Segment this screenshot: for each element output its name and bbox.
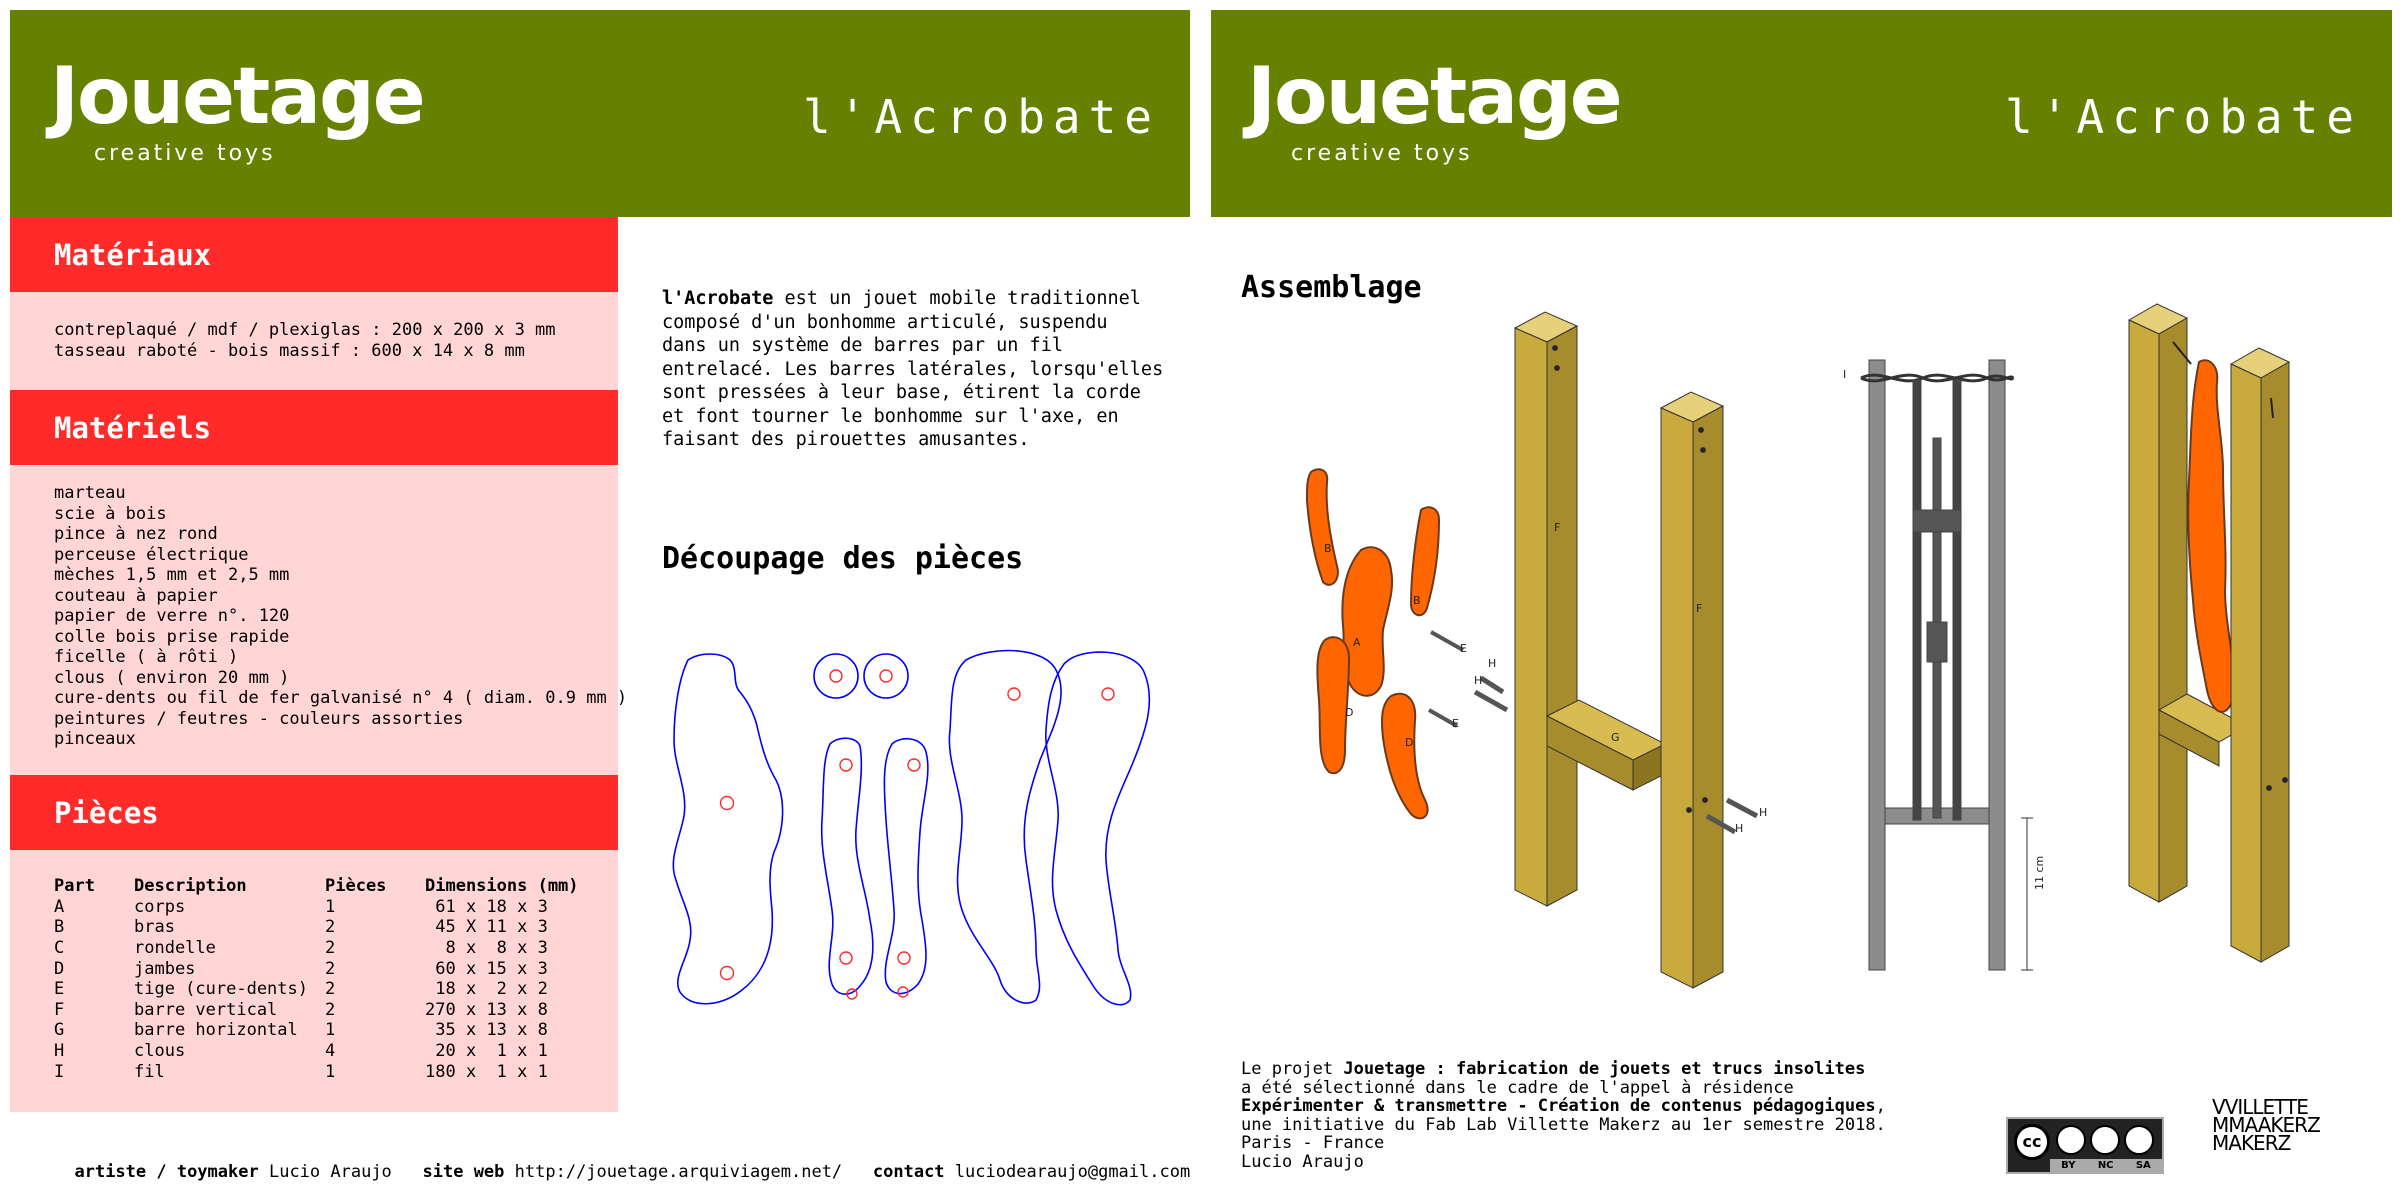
left-header xyxy=(10,10,1190,217)
assemblage-heading: Assemblage xyxy=(1241,270,1422,305)
logo-line-3: MAKERZ xyxy=(2212,1131,2291,1155)
description-cell: bras xyxy=(134,917,175,938)
right-header xyxy=(1211,10,2392,217)
table-row xyxy=(54,979,579,1000)
license-strip xyxy=(2050,1159,2162,1172)
materiaux-box xyxy=(10,292,618,390)
part-cell: E xyxy=(54,979,65,1000)
logo-line-1: VVILLETTE xyxy=(2212,1095,2308,1119)
pieces-cell: 2 xyxy=(325,999,336,1020)
pattern-washer-2 xyxy=(864,654,908,698)
credits-line3-bold: Expérimenter & transmettre - Création de contenus pédagogiques xyxy=(1241,1096,1876,1116)
exploded-view xyxy=(1307,312,1757,988)
pattern-arm-1 xyxy=(822,738,873,994)
materiels-box xyxy=(10,465,628,775)
label-I: I xyxy=(1843,368,1847,381)
table-row xyxy=(54,1041,579,1062)
materiels-heading-text: Matériels xyxy=(54,411,212,445)
cc-icon: cc xyxy=(2014,1124,2050,1160)
by-label: BY xyxy=(2061,1160,2076,1171)
pieces-cell: 1 xyxy=(325,896,336,917)
materiaux-line-1: contreplaqué / mdf / plexiglas : 200 x 200 x 3 mm xyxy=(54,320,556,340)
page-title: l'Acrobate xyxy=(803,90,1160,144)
description-cell: clous xyxy=(134,1041,186,1062)
pattern-leg-2 xyxy=(1046,652,1150,1005)
list-item: perceuse électrique xyxy=(54,544,249,565)
materiaux-heading xyxy=(10,217,618,292)
label-H2: H xyxy=(1474,674,1483,687)
contact-email[interactable]: luciodearaujo@gmail.com xyxy=(954,1162,1191,1182)
list-item: papier de verre n°. 120 xyxy=(54,606,290,626)
list-item: cure-dents ou fil de fer galvanisé n° 4 ( diam. 0.9 mm ) xyxy=(54,688,628,708)
part-cell: F xyxy=(54,999,65,1020)
materiaux-line-2: tasseau raboté - bois massif : 600 x 14 x 8 mm xyxy=(54,341,525,361)
parts-table xyxy=(54,876,579,1082)
sa-icon xyxy=(2124,1125,2154,1155)
description-cell: tige (cure-dents) xyxy=(134,979,308,1000)
part-cell: D xyxy=(54,958,65,979)
table-row xyxy=(54,917,579,938)
materiels-list xyxy=(54,483,627,750)
label-A: A xyxy=(1353,636,1361,649)
contact-label: contact xyxy=(872,1162,945,1182)
credits xyxy=(1241,1060,1886,1171)
table-row xyxy=(54,897,579,918)
label-H1: H xyxy=(1488,657,1497,670)
list-item: marteau xyxy=(54,483,126,503)
pieces-heading-text: Pièces xyxy=(54,796,159,830)
col-pieces: Pièces xyxy=(325,876,387,897)
table-row xyxy=(54,1000,579,1021)
dimensions-cell: 270 x 13 x 8 xyxy=(425,999,548,1020)
list-item: ficelle ( à rôti ) xyxy=(54,647,239,667)
artist-value: Lucio Araujo xyxy=(268,1162,392,1182)
description-title: l'Acrobate xyxy=(662,288,774,309)
credits-line1-bold: Jouetage : fabrication de jouets et trucs insolites xyxy=(1343,1059,1866,1079)
logo-line-2: MMAAKERZ xyxy=(2212,1113,2320,1137)
credits-line3-suffix: , xyxy=(1875,1096,1886,1116)
pattern-arm-2 xyxy=(884,739,928,994)
description-cell: barre horizontal xyxy=(134,1020,298,1041)
part-cell: H xyxy=(54,1041,65,1062)
part-cell: G xyxy=(54,1020,65,1041)
pieces-heading xyxy=(10,775,618,850)
table-row xyxy=(54,958,579,979)
pieces-cell: 2 xyxy=(325,958,336,979)
pattern-washer-1 xyxy=(814,654,858,698)
dimensions-cell: 45 X 11 x 3 xyxy=(425,917,548,938)
nc-icon xyxy=(2090,1125,2120,1155)
description-cell: fil xyxy=(134,1061,165,1082)
dimensions-cell: 20 x 1 x 1 xyxy=(425,1041,548,1062)
label-H3: H xyxy=(1759,806,1768,819)
list-item: peintures / feutres - couleurs assorties xyxy=(54,708,464,729)
assembled-view xyxy=(2129,304,2289,962)
dimensions-cell: 180 x 1 x 1 xyxy=(425,1061,548,1082)
materiels-heading xyxy=(10,390,618,465)
dimensions-cell: 18 x 2 x 2 xyxy=(425,979,548,1000)
pieces-cell: 1 xyxy=(325,1061,336,1082)
label-11cm: 11 cm xyxy=(2033,855,2046,890)
label-D1: D xyxy=(1345,706,1354,719)
list-item: colle bois prise rapide xyxy=(54,626,290,647)
label-D2: D xyxy=(1405,736,1414,749)
list-item: scie à bois xyxy=(54,503,167,524)
materiaux-heading-text: Matériaux xyxy=(54,238,212,272)
table-row xyxy=(54,938,579,959)
label-F2: F xyxy=(1696,602,1703,615)
description xyxy=(662,287,1163,452)
by-icon xyxy=(2056,1125,2086,1155)
label-B1: B xyxy=(1324,542,1332,555)
pattern-leg-1 xyxy=(949,651,1061,1004)
list-item: pinceaux xyxy=(54,729,136,749)
list-item: clous ( environ 20 mm ) xyxy=(54,667,290,688)
cutting-patterns xyxy=(660,640,1180,1020)
part-cell: B xyxy=(54,917,65,938)
label-G: G xyxy=(1611,731,1620,744)
site-link[interactable]: http://jouetage.arquiviagem.net/ xyxy=(514,1162,843,1182)
credits-line6: Lucio Araujo xyxy=(1241,1151,1364,1172)
dimensions-cell: 35 x 13 x 8 xyxy=(425,1020,548,1041)
jouetage-logo: Jouetage xyxy=(1247,52,1621,142)
list-item: couteau à papier xyxy=(54,585,218,606)
part-cell: A xyxy=(54,896,65,917)
jouetage-logo: Jouetage xyxy=(50,52,424,142)
col-part: Part xyxy=(54,876,95,897)
label-E2: E xyxy=(1452,717,1459,730)
part-cell: I xyxy=(54,1061,65,1082)
assembly-illustration xyxy=(1211,290,2392,1010)
part-cell: C xyxy=(54,938,65,959)
pieces-cell: 1 xyxy=(325,1020,336,1041)
dimensions-cell: 8 x 8 x 3 xyxy=(425,938,548,959)
footer xyxy=(54,1142,1190,1182)
description-cell: rondelle xyxy=(134,938,216,959)
decoupage-heading: Découpage des pièces xyxy=(662,541,1024,576)
artist-label: artiste / toymaker xyxy=(74,1162,259,1182)
cc-license-badge[interactable] xyxy=(2006,1117,2164,1174)
site-label: site web xyxy=(422,1162,505,1182)
table-header-row xyxy=(54,876,579,897)
page-title: l'Acrobate xyxy=(2005,90,2362,144)
credits-line2: a été sélectionné dans le cadre de l'appel à résidence xyxy=(1241,1077,1794,1098)
list-item: mèches 1,5 mm et 2,5 mm xyxy=(54,565,290,585)
description-cell: barre vertical xyxy=(134,999,278,1020)
table-row xyxy=(54,1061,579,1082)
label-B2: B xyxy=(1413,594,1421,607)
pieces-cell: 2 xyxy=(325,917,336,938)
description-cell: corps xyxy=(134,896,186,917)
list-item: pince à nez rond xyxy=(54,524,218,544)
logo-tagline: creative toys xyxy=(94,141,276,166)
description-body: est un jouet mobile traditionnel composé d'un bonhomme articulé, suspendu dans un système de barres par un fil entrelacé. Les barres latérales, lorsqu'elles sont pressées à leur base, étirent la corde et font tourner le bonhomme sur l'axe, en faisant des pirouettes amusantes. xyxy=(662,288,1164,450)
col-description: Description xyxy=(134,876,247,897)
nc-label: NC xyxy=(2097,1160,2114,1171)
pieces-cell: 2 xyxy=(325,979,336,1000)
label-F1: F xyxy=(1554,521,1561,534)
pieces-cell: 2 xyxy=(325,938,336,959)
sa-label: SA xyxy=(2135,1160,2151,1171)
label-H4: H xyxy=(1735,822,1744,835)
villette-makerz-logo xyxy=(2212,1095,2320,1155)
dimensions-cell: 60 x 15 x 3 xyxy=(425,958,548,979)
col-dimensions: Dimensions (mm) xyxy=(425,876,579,897)
front-view xyxy=(1861,360,2033,970)
description-cell: jambes xyxy=(134,958,196,979)
pattern-body xyxy=(673,654,782,1004)
pieces-cell: 4 xyxy=(325,1041,336,1062)
credits-line1-prefix: Le projet xyxy=(1241,1059,1344,1079)
logo-tagline: creative toys xyxy=(1291,141,1473,166)
dimensions-cell: 61 x 18 x 3 xyxy=(425,896,548,917)
credits-line4: une initiative du Fab Lab Villette Makerz au 1er semestre 2018. xyxy=(1241,1114,1886,1135)
table-row xyxy=(54,1020,579,1041)
label-E1: E xyxy=(1460,642,1467,655)
credits-line5: Paris - France xyxy=(1241,1133,1385,1153)
pieces-box xyxy=(10,850,618,1112)
